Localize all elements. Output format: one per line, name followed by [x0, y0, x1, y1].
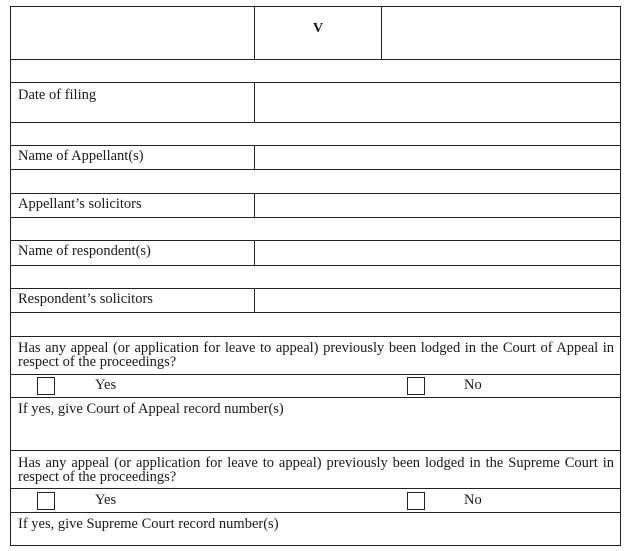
- appellant-name-input[interactable]: [254, 146, 620, 169]
- court-of-appeal-yes-checkbox[interactable]: [37, 377, 55, 395]
- appellant-solicitors-label: Appellant’s solicitors: [18, 196, 142, 212]
- spacer-row: [10, 217, 621, 240]
- title-row: [10, 6, 621, 59]
- court-of-appeal-question: Has any appeal (or application for leave to appeal) previously been lodged in the Court of Appeal in respect of the proceedings?: [18, 340, 614, 370]
- appellant-solicitors-row: [10, 193, 621, 217]
- versus-label: V: [312, 21, 324, 36]
- title-appellant-field[interactable]: [11, 7, 254, 59]
- spacer-row: [10, 59, 621, 82]
- supreme-court-question: Has any appeal (or application for leave to appeal) previously been lodged in the Supreme Court in respect of the proceedings?: [18, 455, 614, 485]
- spacer-row: [10, 122, 621, 145]
- versus-cell: [254, 7, 381, 59]
- supreme-court-yes-checkbox[interactable]: [37, 492, 55, 510]
- court-of-appeal-record-label: If yes, give Court of Appeal record number(s): [18, 401, 284, 417]
- appellant-name-row: [10, 145, 621, 169]
- spacer-row: [10, 312, 621, 336]
- respondent-solicitors-row: [10, 288, 621, 312]
- supreme-court-question-row: [10, 450, 621, 488]
- respondent-name-label: Name of respondent(s): [18, 243, 151, 259]
- date-of-filing-input[interactable]: [254, 83, 620, 122]
- respondent-solicitors-input[interactable]: [254, 289, 620, 312]
- date-of-filing-label: Date of filing: [18, 87, 97, 103]
- supreme-court-options-row: [10, 488, 621, 512]
- supreme-court-record-label: If yes, give Supreme Court record number(s): [18, 516, 279, 532]
- court-of-appeal-record-row[interactable]: [10, 397, 621, 450]
- appeal-form: [10, 6, 621, 546]
- court-of-appeal-yes-label: Yes: [95, 377, 117, 393]
- court-of-appeal-no-checkbox[interactable]: [407, 377, 425, 395]
- date-of-filing-row: [10, 82, 621, 122]
- spacer-row: [10, 169, 621, 193]
- spacer-row: [10, 265, 621, 288]
- court-of-appeal-options-row: [10, 374, 621, 397]
- title-respondent-field[interactable]: [381, 7, 620, 59]
- supreme-court-no-checkbox[interactable]: [407, 492, 425, 510]
- supreme-court-no-label: No: [464, 492, 482, 508]
- court-of-appeal-question-row: [10, 336, 621, 374]
- appellant-solicitors-input[interactable]: [254, 194, 620, 217]
- appellant-name-label: Name of Appellant(s): [18, 148, 144, 164]
- supreme-court-yes-label: Yes: [95, 492, 117, 508]
- supreme-court-record-row[interactable]: [10, 512, 621, 546]
- respondent-solicitors-label: Respondent’s solicitors: [18, 291, 153, 307]
- respondent-name-row: [10, 240, 621, 265]
- court-of-appeal-no-label: No: [464, 377, 482, 393]
- respondent-name-input[interactable]: [254, 241, 620, 265]
